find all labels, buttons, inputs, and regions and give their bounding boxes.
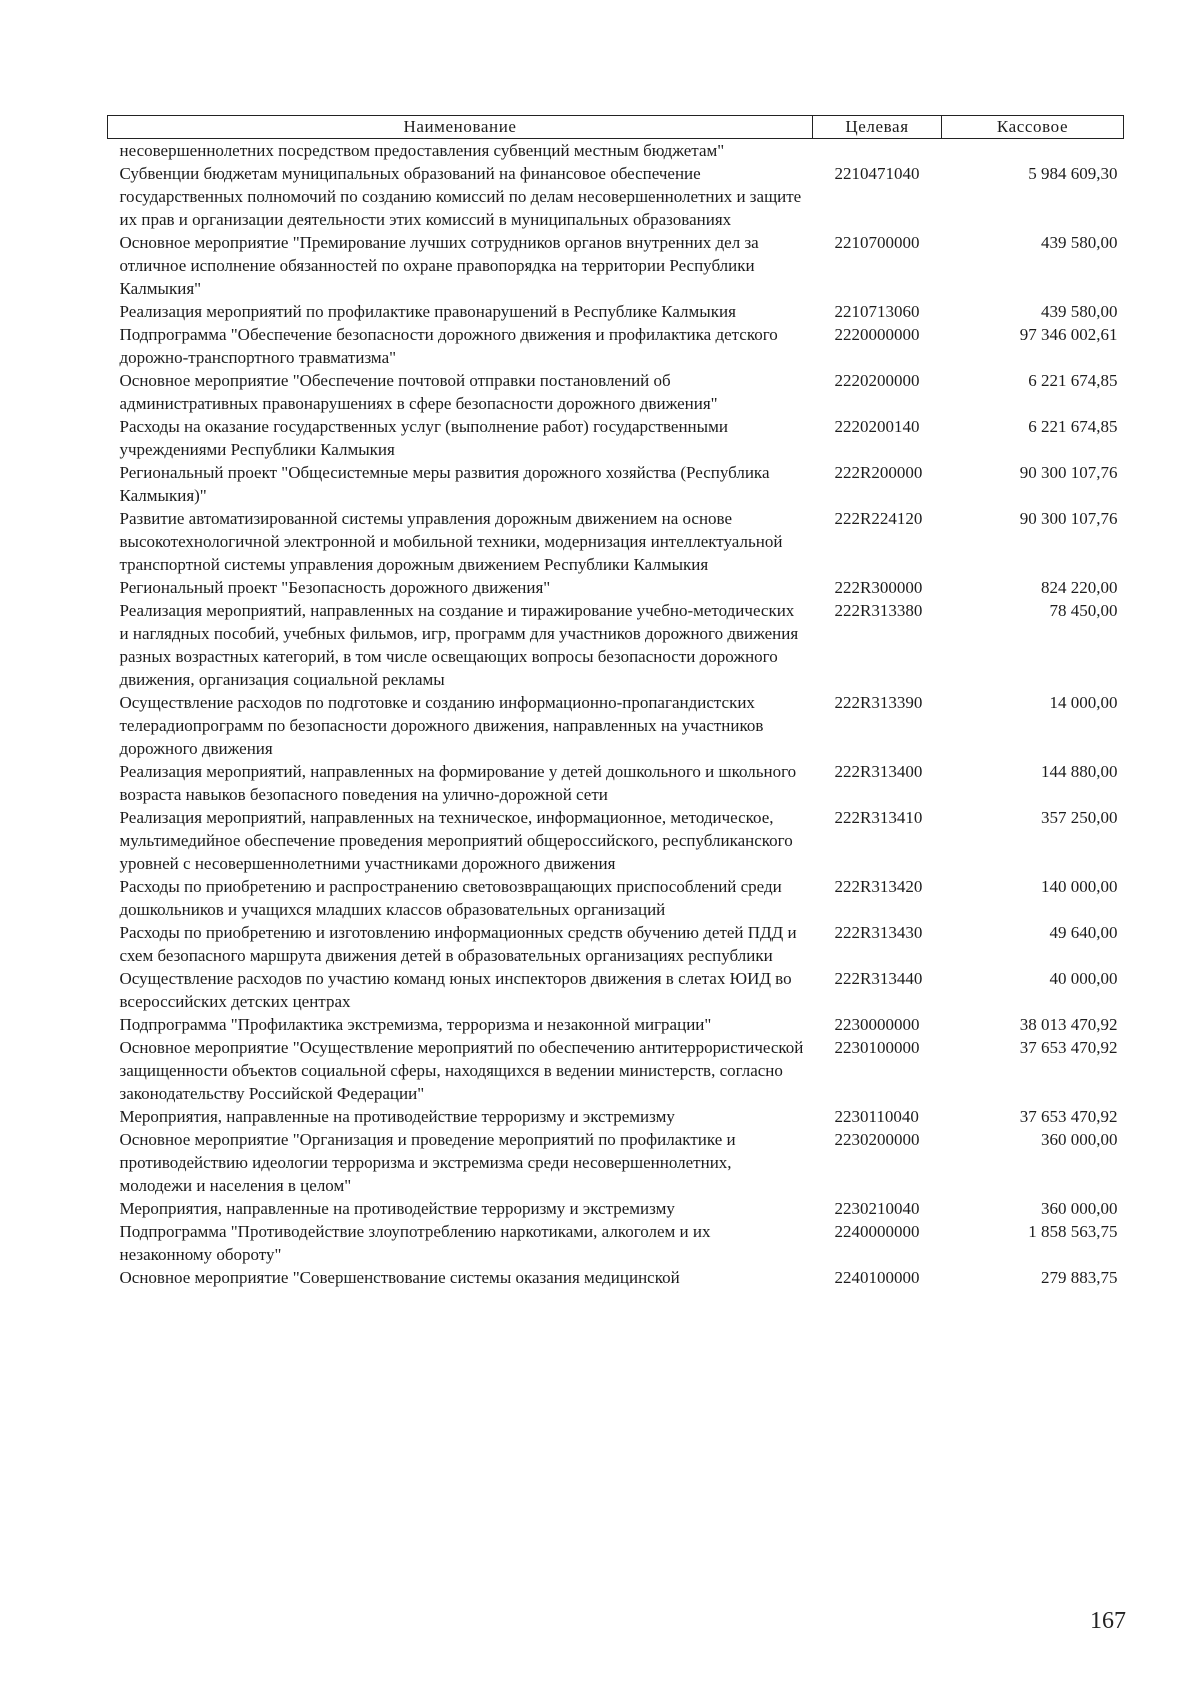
table-row xyxy=(108,760,1124,806)
table-row xyxy=(108,1220,1124,1266)
row-code-cell: 2210471040 xyxy=(834,164,920,183)
row-code-cell: 222R313430 xyxy=(834,923,923,942)
row-name-cell: Реализация мероприятий, направленных на формирование у детей дошкольного и школьного возраста навыков безопасного поведения на улично-дорожной сети xyxy=(119,762,797,804)
table-row xyxy=(108,1197,1124,1220)
row-name-cell: Реализация мероприятий, направленных на техническое, информационное, методическое, мультимедийное обеспечение проведения мероприятий общероссийского, республиканского уровней с несовершеннолетними участниками дорожного движения xyxy=(119,808,793,873)
row-code-cell: 222R200000 xyxy=(834,463,923,482)
table-row xyxy=(108,806,1124,875)
row-code-cell xyxy=(813,139,942,163)
row-amount-cell: 90 300 107,76 xyxy=(1019,463,1118,482)
row-amount-cell: 97 346 002,61 xyxy=(1019,325,1118,344)
row-amount-cell: 6 221 674,85 xyxy=(1028,371,1118,390)
row-amount-cell: 360 000,00 xyxy=(1041,1199,1118,1218)
row-code-cell: 222R300000 xyxy=(834,578,923,597)
row-code-cell: 222R313390 xyxy=(834,693,923,712)
row-amount-cell: 1 858 563,75 xyxy=(1028,1222,1118,1241)
row-amount-cell: 140 000,00 xyxy=(1041,877,1118,896)
row-amount-cell: 49 640,00 xyxy=(1049,923,1118,942)
row-name-cell: Мероприятия, направленные на противодействие терроризму и экстремизму xyxy=(119,1199,675,1218)
table-header-row xyxy=(108,116,1124,139)
row-code-cell: 2230210040 xyxy=(834,1199,920,1218)
row-amount-cell: 6 221 674,85 xyxy=(1028,417,1118,436)
table-row xyxy=(108,599,1124,691)
row-name-cell: Подпрограмма "Противодействие злоупотреблению наркотиками, алкоголем и их незаконному обороту" xyxy=(119,1222,711,1264)
table-row xyxy=(108,1013,1124,1036)
table-row xyxy=(108,323,1124,369)
row-amount-cell xyxy=(942,139,1124,163)
row-code-cell: 2240000000 xyxy=(834,1222,920,1241)
row-name-cell: Основное мероприятие "Организация и проведение мероприятий по профилактике и противодействию идеологии терроризма и экстремизма среди несовершеннолетних, молодежи и населения в целом" xyxy=(119,1130,736,1195)
row-name-cell: Мероприятия, направленные на противодействие терроризму и экстремизму xyxy=(119,1107,675,1126)
row-name-cell: Реализация мероприятий по профилактике правонарушений в Республике Калмыкия xyxy=(119,302,736,321)
table-row xyxy=(108,139,1124,163)
row-amount-cell: 439 580,00 xyxy=(1041,302,1118,321)
header-name: Наименование xyxy=(108,116,813,139)
row-code-cell: 2220200140 xyxy=(834,417,920,436)
header-code: Целевая xyxy=(813,116,942,139)
row-code-cell: 222R313440 xyxy=(834,969,923,988)
row-amount-cell: 144 880,00 xyxy=(1041,762,1118,781)
row-name-cell: Региональный проект "Безопасность дорожного движения" xyxy=(119,578,551,597)
row-name-cell: Расходы на оказание государственных услуг (выполнение работ) государственными учреждениями Республики Калмыкия xyxy=(119,417,728,459)
page-number: 167 xyxy=(1090,1608,1126,1634)
row-amount-cell: 360 000,00 xyxy=(1041,1130,1118,1149)
row-code-cell: 2210700000 xyxy=(834,233,920,252)
row-name-cell: Расходы по приобретению и распространению световозвращающих приспособлений среди дошкольников и учащихся младших классов образовательных организаций xyxy=(119,877,782,919)
table-row xyxy=(108,1105,1124,1128)
row-name-cell: Основное мероприятие "Совершенствование системы оказания медицинской xyxy=(119,1268,680,1287)
table-row xyxy=(108,875,1124,921)
row-name-cell: Реализация мероприятий, направленных на создание и тиражирование учебно-методических и наглядных пособий, учебных фильмов, игр, программ для участников дорожного движения разных возрастных категорий, в том числе освещающих вопросы безопасности дорожного движения, организация социальной рекламы xyxy=(119,601,799,689)
row-name-cell: Осуществление расходов по подготовке и созданию информационно-пропагандистских телерадиопрограмм по безопасности дорожного движения, направленных на участников дорожного движения xyxy=(119,693,764,758)
row-code-cell: 222R313380 xyxy=(834,601,923,620)
row-amount-cell: 40 000,00 xyxy=(1049,969,1118,988)
row-amount-cell: 38 013 470,92 xyxy=(1019,1015,1118,1034)
table-row xyxy=(108,369,1124,415)
row-name-cell: Расходы по приобретению и изготовлению информационных средств обучению детей ПДД и схем безопасного маршрута движения детей в образовательных организациях республики xyxy=(119,923,797,965)
row-code-cell: 2230110040 xyxy=(834,1107,919,1126)
row-amount-cell: 357 250,00 xyxy=(1041,808,1118,827)
row-name-cell: Основное мероприятие "Премирование лучших сотрудников органов внутренних дел за отличное исполнение обязанностей по охране правопорядка на территории Республики Калмыкия" xyxy=(119,233,759,298)
row-code-cell: 2240100000 xyxy=(834,1268,920,1287)
table-row xyxy=(108,415,1124,461)
row-name-cell: Осуществление расходов по участию команд юных инспекторов движения в слетах ЮИД во всероссийских детских центрах xyxy=(119,969,792,1011)
row-code-cell: 2220200000 xyxy=(834,371,920,390)
row-code-cell: 2230200000 xyxy=(834,1130,920,1149)
row-name-cell: Субвенции бюджетам муниципальных образований на финансовое обеспечение государственных полномочий по созданию комиссий по делам несовершеннолетних и защите их прав и организации деятельности этих комиссий в муниципальных образованиях xyxy=(119,164,802,229)
table-row xyxy=(108,1036,1124,1105)
row-amount-cell: 5 984 609,30 xyxy=(1028,164,1118,183)
row-code-cell: 2220000000 xyxy=(834,325,920,344)
row-amount-cell: 37 653 470,92 xyxy=(1019,1038,1118,1057)
row-amount-cell: 279 883,75 xyxy=(1041,1268,1118,1287)
row-code-cell: 2230000000 xyxy=(834,1015,920,1034)
row-amount-cell: 14 000,00 xyxy=(1049,693,1118,712)
row-amount-cell: 90 300 107,76 xyxy=(1019,509,1118,528)
table-row xyxy=(108,576,1124,599)
row-amount-cell: 78 450,00 xyxy=(1049,601,1118,620)
budget-table xyxy=(107,115,1124,1289)
table-row xyxy=(108,921,1124,967)
table-row xyxy=(108,967,1124,1013)
row-name-cell: Развитие автоматизированной системы управления дорожным движением на основе высокотехнологичной электронной и мобильной техники, модернизация интеллектуальной транспортной системы управления дорожным движением Республики Калмыкия xyxy=(119,509,783,574)
row-code-cell: 222R313400 xyxy=(834,762,923,781)
table-row xyxy=(108,1266,1124,1289)
row-amount-cell: 439 580,00 xyxy=(1041,233,1118,252)
row-name-cell: Основное мероприятие "Обеспечение почтовой отправки постановлений об административных правонарушениях в сфере безопасности дорожного движения" xyxy=(119,371,718,413)
row-code-cell: 2210713060 xyxy=(834,302,920,321)
table-row xyxy=(108,507,1124,576)
row-code-cell: 222R313410 xyxy=(834,808,923,827)
row-name-cell: Основное мероприятие "Осуществление мероприятий по обеспечению антитеррористической защищенности объектов социальной сферы, находящихся в ведении министерств, согласно законодательству Российской Федерации" xyxy=(119,1038,804,1103)
table-row xyxy=(108,300,1124,323)
row-amount-cell: 37 653 470,92 xyxy=(1019,1107,1118,1126)
row-name-cell: несовершеннолетних посредством предоставления субвенций местным бюджетам" xyxy=(119,141,725,160)
header-amount: Кассовое xyxy=(942,116,1124,139)
row-code-cell: 222R224120 xyxy=(834,509,923,528)
table-row xyxy=(108,1128,1124,1197)
row-code-cell: 222R313420 xyxy=(834,877,923,896)
table-row xyxy=(108,461,1124,507)
table-row xyxy=(108,691,1124,760)
row-name-cell: Подпрограмма "Обеспечение безопасности дорожного движения и профилактика детского дорожно-транспортного травматизма" xyxy=(119,325,778,367)
table-row xyxy=(108,162,1124,231)
row-name-cell: Подпрограмма "Профилактика экстремизма, терроризма и незаконной миграции" xyxy=(119,1015,712,1034)
row-name-cell: Региональный проект "Общесистемные меры развития дорожного хозяйства (Республика Калмыкия)" xyxy=(119,463,770,505)
table-row xyxy=(108,231,1124,300)
row-amount-cell: 824 220,00 xyxy=(1041,578,1118,597)
row-code-cell: 2230100000 xyxy=(834,1038,920,1057)
